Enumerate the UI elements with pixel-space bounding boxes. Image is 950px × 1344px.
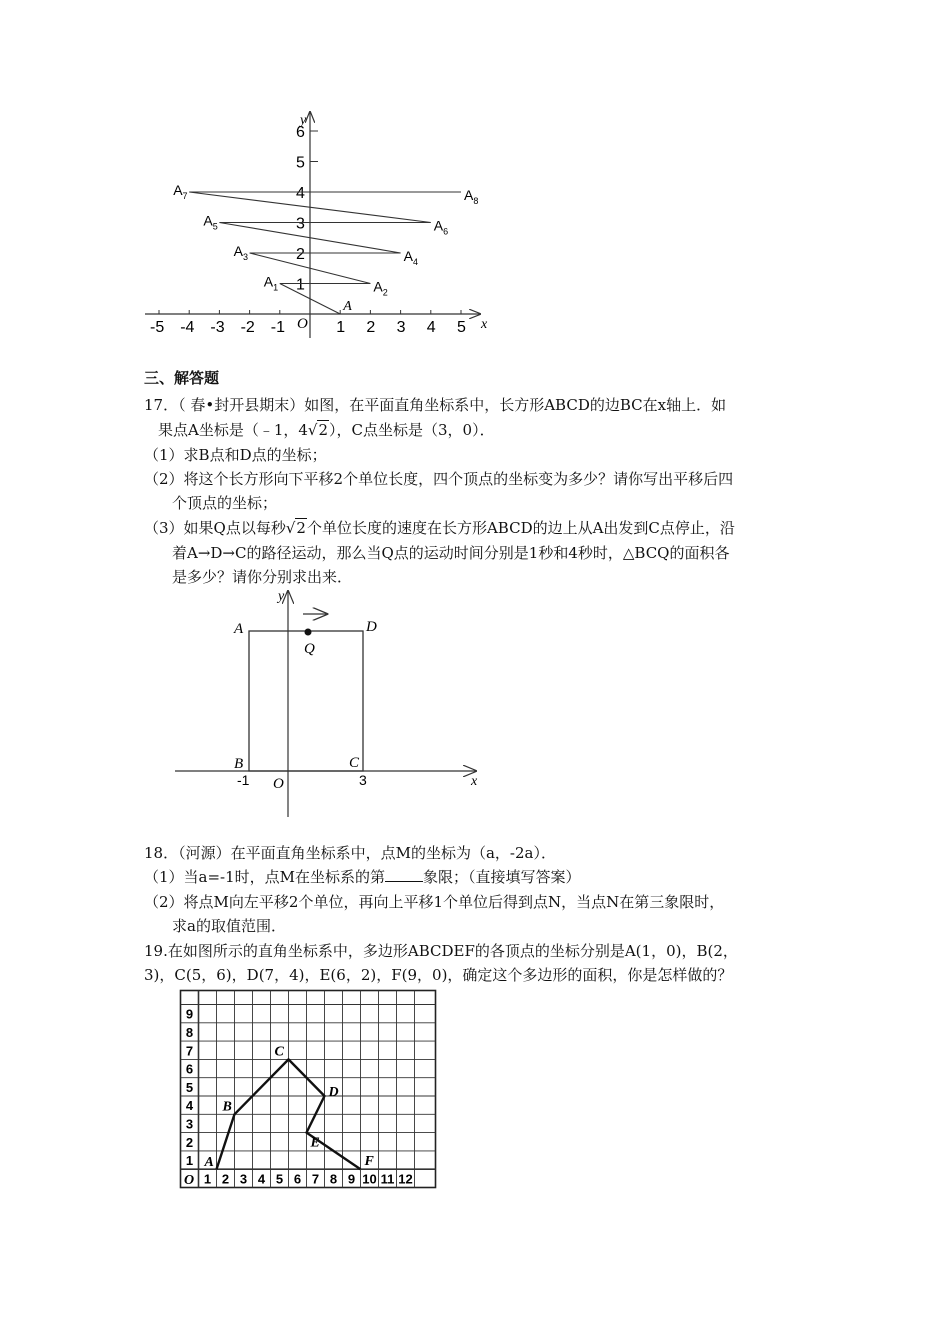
x-grid-label: 2 (221, 1171, 230, 1187)
label-d: D (366, 619, 377, 635)
q17-line2-a: 果点A坐标是（﹣1，4 (158, 421, 308, 439)
x-axis-label: x (471, 774, 478, 789)
y-grid-label: 5 (185, 1079, 194, 1095)
q17-part3-line2: 着A→D→C的路径运动，那么当Q点的运动时间分别是1秒和4秒时，△BCQ的面积各 (172, 544, 730, 562)
point-label: $A_4$ (403, 248, 418, 267)
tick-3: 3 (359, 772, 367, 788)
q18-part1-a: （1）当a=-1时，点M在坐标系的第 (144, 868, 386, 886)
x-grid-label: 8 (329, 1171, 338, 1187)
q19-line1: 19.在如图所示的直角坐标系中，多边形ABCDEF的各顶点的坐标分别是A(1，0)，B(2， (144, 942, 738, 960)
x-grid-label: 12 (398, 1171, 413, 1187)
point-label-subscript: 2 (382, 287, 388, 298)
x-tick-label: -4 (180, 319, 195, 336)
point-label: $A_1$ (263, 273, 279, 293)
q17-part2-line2: 个顶点的坐标； (172, 494, 278, 512)
y-grid-label: 6 (185, 1061, 194, 1077)
vertex-label: C (274, 1044, 284, 1060)
vertex-label: D (328, 1085, 339, 1100)
y-tick-label: 4 (296, 185, 305, 202)
point-label: $A_8$ (464, 187, 479, 206)
q18-part1-b: 象限；（直接填写答案） (423, 868, 581, 886)
x-tick-label: 1 (336, 319, 346, 336)
q17-line2 (158, 419, 495, 441)
y-grid-label: 1 (185, 1153, 194, 1169)
x-grid-label: 4 (257, 1171, 266, 1187)
q18-part2-line2: 求a的取值范围． (172, 917, 286, 935)
label-q: Q (304, 641, 315, 657)
origin-label: O (184, 1173, 195, 1188)
vertex-label: E (310, 1135, 320, 1151)
y-grid-label: 3 (185, 1116, 194, 1132)
origin-label: O (297, 316, 308, 332)
q17-line1: 17．（ 春•封开县期末）如图，在平面直角坐标系中，长方形ABCD的边BC在x轴上．如 (144, 396, 727, 414)
q18-part1 (144, 866, 581, 888)
vertex-label: B (222, 1099, 232, 1115)
y-tick-label: 5 (296, 154, 305, 172)
sqrt-symbol: √2 (285, 519, 306, 537)
point-label: $A_6$ (433, 217, 449, 237)
point-label: $A_7$ (173, 182, 188, 201)
q17-line2-radicand: 2 (318, 421, 329, 439)
point-label-subscript: 4 (412, 257, 418, 267)
vertex-label: A (204, 1155, 214, 1171)
point-label: $A_3$ (233, 243, 248, 262)
grid-frame (181, 991, 436, 1188)
tick-neg1: -1 (237, 772, 250, 788)
q17-part1: （1）求B点和D点的坐标； (144, 446, 327, 464)
x-tick-label: 4 (426, 319, 436, 336)
figure-zigzag-coordinate-plane (140, 100, 500, 345)
x-tick-label: -5 (150, 319, 165, 336)
vertex-label: F (364, 1154, 374, 1170)
label-a: A (234, 621, 244, 637)
answer-blank (385, 867, 423, 882)
x-grid-label: 7 (311, 1171, 320, 1187)
x-tick-label: 2 (366, 319, 376, 336)
point-label-subscript: 6 (443, 226, 449, 237)
q17-part3-pre: （3）如果Q点以每秒 (144, 519, 286, 537)
x-tick-label: -3 (210, 319, 225, 336)
y-tick-label: 3 (296, 215, 305, 233)
x-grid-label: 5 (275, 1171, 284, 1187)
zigzag-path (189, 192, 461, 314)
sqrt-symbol: √2 (307, 421, 329, 439)
x-grid-label: 11 (380, 1171, 395, 1187)
x-axis-label: x (481, 317, 488, 332)
point-label-subscript: 3 (242, 252, 248, 262)
y-grid-label: 4 (185, 1098, 194, 1114)
q17-part3-radicand: 2 (296, 519, 306, 537)
point-label-subscript: 1 (273, 282, 279, 293)
y-grid-label: 8 (185, 1024, 194, 1040)
y-tick-label: 2 (296, 246, 305, 263)
y-grid-label: 9 (185, 1006, 194, 1022)
y-tick-label: 1 (296, 276, 305, 294)
figure-polygon-grid (175, 985, 445, 1195)
y-grid-label: 2 (185, 1134, 194, 1150)
q18-line1: 18．（河源）在平面直角坐标系中，点M的坐标为（a，-2a）． (144, 844, 556, 862)
y-axis-label: y (278, 589, 285, 604)
q17-part3-line3: 是多少？请你分别求出来． (172, 568, 353, 586)
q19-line2: 3)，C(5，6)，D(7，4)，E(6，2)，F(9，0)，确定这个多边形的面积，你是怎样做的？ (144, 966, 733, 984)
x-tick-label: -1 (270, 319, 286, 336)
label-c: C (349, 755, 360, 771)
q17-part2-line1: （2）将这个长方形向下平移2个单位长度，四个顶点的坐标变为多少？请你写出平移后四 (144, 470, 734, 488)
point-label-subscript: 8 (473, 196, 479, 206)
x-tick-label: -2 (240, 319, 255, 336)
label-b: B (234, 756, 244, 772)
q18-part2-line1: （2）将点M向左平移2个单位，再向上平移1个单位后得到点N，当点N在第三象限时， (144, 893, 725, 911)
section-title: 三、解答题 (144, 369, 220, 387)
q17-part3-post: 个单位长度的速度在长方形ABCD的边上从A出发到C点停止，沿 (306, 519, 735, 537)
x-grid-label: 9 (347, 1171, 356, 1187)
x-grid-label: 10 (362, 1171, 377, 1187)
q17-part3-line1 (144, 517, 735, 539)
x-grid-label: 6 (293, 1171, 302, 1187)
point-label: $A_5$ (203, 212, 218, 232)
point-label: A (343, 299, 352, 314)
x-grid-label: 3 (239, 1171, 248, 1187)
point-label-subscript: 5 (212, 221, 218, 232)
x-grid-label: 1 (203, 1171, 212, 1187)
y-axis-label: y (300, 113, 307, 128)
point-label-subscript: 7 (182, 191, 188, 201)
x-tick-label: 3 (396, 319, 406, 336)
y-grid-label: 7 (185, 1043, 194, 1059)
q17-line2-b: ），C点坐标是（3，0）． (329, 421, 495, 439)
point-label: $A_2$ (373, 278, 388, 298)
y-tick-label: 6 (296, 124, 305, 141)
figure-rectangle-abcd (170, 585, 490, 820)
label-o: O (273, 776, 284, 792)
x-tick-label: 5 (457, 319, 466, 336)
point-q (305, 629, 312, 636)
